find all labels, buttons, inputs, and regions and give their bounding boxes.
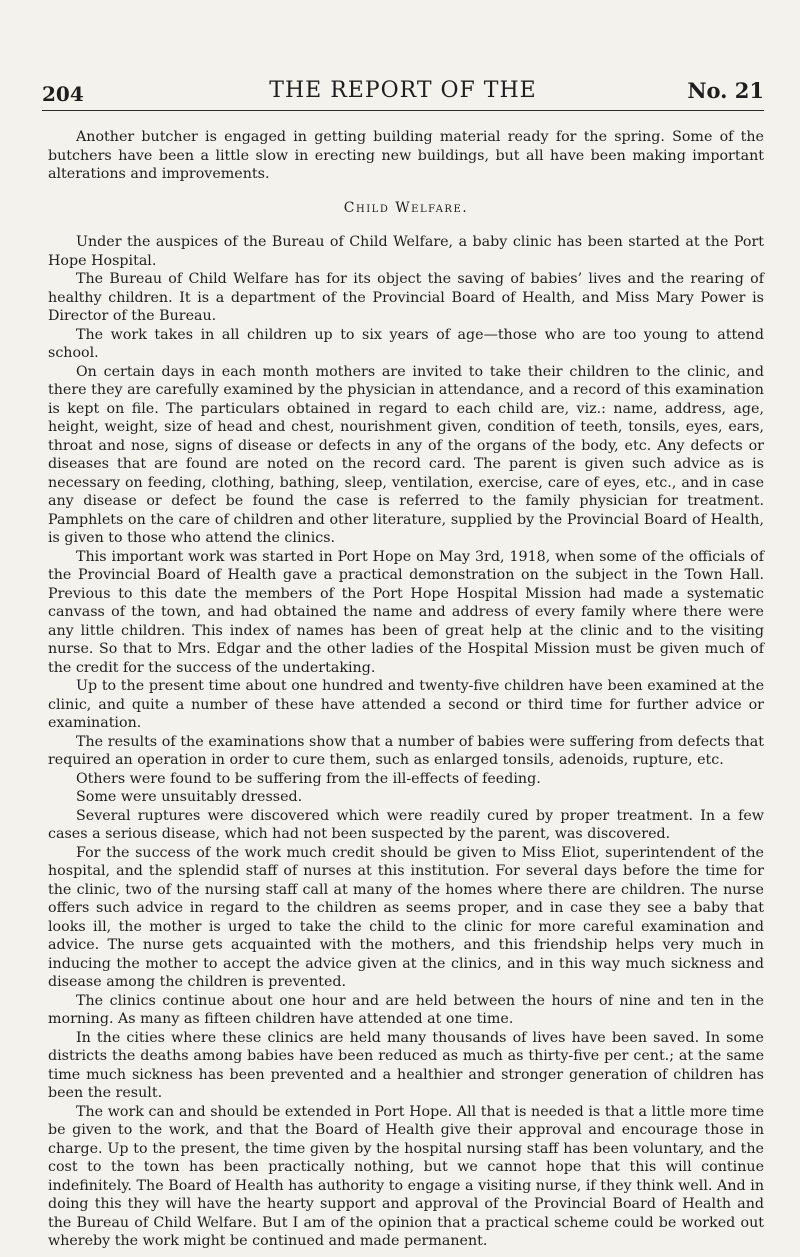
body-paragraph: The work takes in all children up to six years of age—those who are too young to attend school.	[48, 326, 764, 361]
running-title: THE REPORT OF THE	[269, 78, 537, 103]
body-paragraph: The results of the examinations show that a number of babies were suffering from defects that required an operation in order to cure them, such as enlarged tonsils, adenoids, rupture, etc.	[48, 733, 764, 768]
body-paragraph: This important work was started in Port Hope on May 3rd, 1918, when some of the officials of the Provincial Board of Health gave a practical demonstration on the subject in the Town Hall. Previous to this date the members of the Port Hope Hospital Mission had made a systematic canvass of the town, and had obtained the name and address of every family where there were any little children. This index of names has been of great help at the clinic and to the visiting nurse. So that to Mrs. Edgar and the other ladies of the Hospital Mission must be given much of the credit for the success of the undertaking.	[48, 548, 764, 676]
page-header	[42, 76, 764, 110]
body-paragraph: The clinics continue about one hour and are held between the hours of nine and ten in the morning. As many as fifteen children have attended at one time.	[48, 992, 764, 1027]
header-rule	[42, 110, 764, 111]
body-paragraph: Others were found to be suffering from the ill-effects of feeding.	[76, 770, 541, 787]
body-paragraph: Another butcher is engaged in getting building material ready for the spring. Some of the butchers have been a little slow in erecting new buildings, but all have been making important alterations and improvements.	[48, 129, 764, 182]
report-number: No. 21	[687, 78, 764, 103]
body-paragraph: On certain days in each month mothers are invited to take their children to the clinic, and there they are carefully examined by the physician in attendance, and a record of this examination is kept on file. The particulars obtained in regard to each child are, viz.: name, address, age, height, weight, size of head and chest, nourishment given, condition of teeth, tonsils, eyes, ears, throat and nose, signs of disease or defects in any of the organs of the body, etc. Any defects or diseases that are found are noted on the record card. The parent is given such advice as is necessary on feeding, clothing, bathing, sleep, ventilation, exercise, care of eyes, etc., and in case any disease or defect be found the case is referred to the family physician for treatment. Pamphlets on the care of children and other literature, supplied by the Provincial Board of Health, is given to those who attend the clinics.	[48, 363, 764, 546]
body-paragraph: Some were unsuitably dressed.	[76, 789, 303, 805]
body-paragraph: Under the auspices of the Bureau of Child Welfare, a baby clinic has been started at the Port Hope Hospital.	[48, 234, 764, 269]
section-heading: Child Welfare.	[343, 199, 469, 216]
body-paragraph: Several ruptures were discovered which were readily cured by proper treatment. In a few cases a serious disease, which had not been suspected by the parent, was discovered.	[48, 807, 764, 842]
body-paragraph: Up to the present time about one hundred and twenty-five children have been examined at the clinic, and quite a number of these have attended a second or third time for further advice or examination.	[48, 678, 764, 731]
body-paragraph: The Bureau of Child Welfare has for its object the saving of babies’ lives and the rearing of healthy children. It is a department of the Provincial Board of Health, and Miss Mary Power is Director of the Bureau.	[48, 271, 764, 324]
body-paragraph: The work can and should be extended in Port Hope. All that is needed is that a little more time be given to the work, and that the Board of Health give their approval and encourage those in charge. Up to the present, the time given by the hospital nursing staff has been voluntary, and the cost to the town has been practically nothing, but we cannot hope that this will continue indefinitely. The Board of Health has authority to engage a visiting nurse, if they think well. And in doing this they will have the hearty support and approval of the Provincial Board of Health and the Bureau of Child Welfare. But I am of the opinion that a practical scheme could be worked out whereby the work might be continued and made permanent.	[48, 1103, 764, 1249]
page-body	[48, 128, 764, 1251]
body-paragraph: For the success of the work much credit should be given to Miss Eliot, superintendent of the hospital, and the splendid staff of nurses at this institution. For several days before the time for the clinic, two of the nursing staff call at many of the homes where there are children. The nurse offers such advice in regard to the children as seems proper, and in case they see a baby that looks ill, the mother is urged to take the child to the clinic for more careful examination and advice. The nurse gets acquainted with the mothers, and this friendship helps very much in inducing the mother to accept the advice given at the clinics, and in this way much sickness and disease among the children is prevented.	[48, 844, 764, 990]
body-paragraph: In the cities where these clinics are held many thousands of lives have been saved. In some districts the deaths among babies have been reduced as much as thirty-five per cent.; at the same time much sickness has been prevented and a healthier and stronger generation of children has been the result.	[48, 1029, 764, 1101]
page-number: 204	[42, 82, 84, 106]
